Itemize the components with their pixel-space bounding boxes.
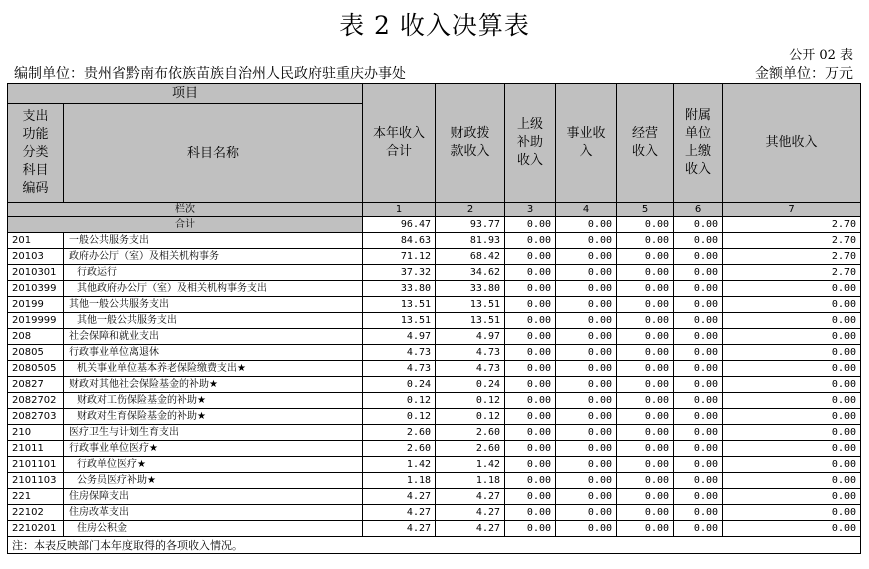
row-value: 0.00 bbox=[617, 521, 674, 537]
header-col-affiliated-text: 附属 单位 上缴 收入 bbox=[685, 108, 712, 177]
row-value: 0.00 bbox=[617, 377, 674, 393]
row-value: 84.63 bbox=[363, 233, 436, 249]
row-code: 2080505 bbox=[8, 361, 64, 377]
row-value: 0.00 bbox=[674, 313, 723, 329]
table-row bbox=[8, 409, 861, 425]
total-value: 93.77 bbox=[436, 217, 505, 233]
row-value: 4.73 bbox=[363, 345, 436, 361]
header-col-fiscal bbox=[436, 84, 505, 203]
row-value: 0.00 bbox=[556, 473, 617, 489]
row-value: 0.00 bbox=[674, 345, 723, 361]
table-row bbox=[8, 393, 861, 409]
row-value: 0.00 bbox=[556, 409, 617, 425]
row-value: 0.00 bbox=[505, 313, 556, 329]
row-value: 13.51 bbox=[436, 297, 505, 313]
header-col-other bbox=[723, 84, 861, 203]
header-col-operating-text: 经营 收入 bbox=[632, 126, 659, 159]
column-number-row bbox=[8, 203, 861, 217]
row-code: 2010301 bbox=[8, 265, 64, 281]
row-value: 33.80 bbox=[363, 281, 436, 297]
row-value: 4.73 bbox=[436, 345, 505, 361]
header-xiangmu: 项目 bbox=[8, 84, 363, 104]
page-title: 表 2 收入决算表 bbox=[339, 11, 530, 40]
row-value: 37.32 bbox=[363, 265, 436, 281]
row-value: 0.00 bbox=[674, 361, 723, 377]
header-col-operating bbox=[617, 84, 674, 203]
org-unit-label: 编制单位：贵州省黔南布依族苗族自治州人民政府驻重庆办事处 bbox=[14, 66, 406, 82]
row-value: 2.60 bbox=[436, 441, 505, 457]
table-row bbox=[8, 233, 861, 249]
row-value: 13.51 bbox=[363, 297, 436, 313]
row-value: 0.00 bbox=[505, 377, 556, 393]
row-value: 0.00 bbox=[505, 361, 556, 377]
table-note: 注：本表反映部门本年度取得的各项收入情况。 bbox=[8, 537, 861, 554]
header-col-fiscal-text: 财政拨 款收入 bbox=[450, 126, 490, 159]
row-value: 0.00 bbox=[505, 473, 556, 489]
table-row bbox=[8, 361, 861, 377]
row-name: 行政事业单位离退休 bbox=[64, 345, 363, 361]
row-value: 0.00 bbox=[505, 441, 556, 457]
row-value: 0.00 bbox=[505, 249, 556, 265]
column-number: 2 bbox=[436, 203, 505, 217]
row-value: 4.97 bbox=[363, 329, 436, 345]
row-value: 0.00 bbox=[617, 329, 674, 345]
row-name: 社会保障和就业支出 bbox=[64, 329, 363, 345]
row-name: 公务员医疗补助★ bbox=[64, 473, 363, 489]
row-value: 0.00 bbox=[505, 345, 556, 361]
row-value: 4.97 bbox=[436, 329, 505, 345]
total-value: 96.47 bbox=[363, 217, 436, 233]
row-value: 1.42 bbox=[436, 457, 505, 473]
row-name: 住房改革支出 bbox=[64, 505, 363, 521]
header-col-business bbox=[556, 84, 617, 203]
header-name-col: 科目名称 bbox=[64, 104, 363, 203]
row-value: 0.00 bbox=[723, 489, 861, 505]
row-value: 0.00 bbox=[674, 441, 723, 457]
row-value: 0.00 bbox=[617, 393, 674, 409]
row-value: 0.00 bbox=[723, 409, 861, 425]
row-value: 0.00 bbox=[723, 281, 861, 297]
row-code: 221 bbox=[8, 489, 64, 505]
row-value: 0.00 bbox=[556, 233, 617, 249]
row-name: 行政事业单位医疗★ bbox=[64, 441, 363, 457]
row-code: 22102 bbox=[8, 505, 64, 521]
row-name: 行政运行 bbox=[64, 265, 363, 281]
table-row bbox=[8, 505, 861, 521]
row-value: 0.00 bbox=[617, 441, 674, 457]
row-value: 0.12 bbox=[436, 409, 505, 425]
row-value: 0.00 bbox=[556, 441, 617, 457]
row-name: 其他一般公共服务支出 bbox=[64, 297, 363, 313]
unit-line bbox=[14, 63, 853, 81]
row-value: 0.12 bbox=[363, 409, 436, 425]
row-name: 住房保障支出 bbox=[64, 489, 363, 505]
row-code: 2101103 bbox=[8, 473, 64, 489]
row-value: 0.00 bbox=[556, 505, 617, 521]
table-row bbox=[8, 457, 861, 473]
row-value: 4.27 bbox=[436, 521, 505, 537]
row-value: 0.00 bbox=[674, 249, 723, 265]
row-value: 4.73 bbox=[363, 361, 436, 377]
row-value: 0.00 bbox=[723, 361, 861, 377]
note-row bbox=[8, 537, 861, 554]
row-value: 0.00 bbox=[505, 425, 556, 441]
header-col-superior-text: 上级 补助 收入 bbox=[517, 117, 544, 168]
header-code-col-text: 支出 功能 分类 科目 编码 bbox=[22, 109, 49, 196]
row-value: 1.18 bbox=[436, 473, 505, 489]
header-col-affiliated bbox=[674, 84, 723, 203]
row-value: 0.00 bbox=[505, 297, 556, 313]
row-code: 2019999 bbox=[8, 313, 64, 329]
row-value: 0.00 bbox=[674, 521, 723, 537]
row-value: 0.00 bbox=[617, 457, 674, 473]
row-value: 33.80 bbox=[436, 281, 505, 297]
column-number: 6 bbox=[674, 203, 723, 217]
row-value: 0.00 bbox=[674, 233, 723, 249]
row-value: 0.00 bbox=[505, 393, 556, 409]
total-value: 2.70 bbox=[723, 217, 861, 233]
row-value: 2.70 bbox=[723, 249, 861, 265]
table-row bbox=[8, 473, 861, 489]
row-value: 68.42 bbox=[436, 249, 505, 265]
row-name: 财政对其他社会保险基金的补助★ bbox=[64, 377, 363, 393]
row-value: 0.00 bbox=[617, 361, 674, 377]
row-name: 财政对生育保险基金的补助★ bbox=[64, 409, 363, 425]
lanci-label: 栏次 bbox=[8, 203, 363, 217]
row-value: 0.00 bbox=[723, 457, 861, 473]
column-number: 1 bbox=[363, 203, 436, 217]
row-value: 4.27 bbox=[436, 505, 505, 521]
row-value: 0.00 bbox=[617, 265, 674, 281]
row-value: 0.00 bbox=[556, 297, 617, 313]
row-value: 2.70 bbox=[723, 233, 861, 249]
row-value: 0.00 bbox=[723, 521, 861, 537]
row-value: 0.00 bbox=[723, 345, 861, 361]
row-value: 2.60 bbox=[363, 441, 436, 457]
row-value: 0.00 bbox=[556, 457, 617, 473]
row-value: 0.00 bbox=[505, 521, 556, 537]
row-value: 0.00 bbox=[617, 409, 674, 425]
column-number: 3 bbox=[505, 203, 556, 217]
row-value: 0.00 bbox=[505, 409, 556, 425]
table-row bbox=[8, 297, 861, 313]
column-number: 5 bbox=[617, 203, 674, 217]
row-value: 0.12 bbox=[436, 393, 505, 409]
row-value: 0.00 bbox=[674, 489, 723, 505]
row-value: 0.00 bbox=[505, 265, 556, 281]
row-value: 0.00 bbox=[556, 249, 617, 265]
row-value: 0.00 bbox=[617, 425, 674, 441]
table-row bbox=[8, 489, 861, 505]
row-code: 2210201 bbox=[8, 521, 64, 537]
row-value: 0.00 bbox=[723, 377, 861, 393]
row-value: 0.00 bbox=[617, 473, 674, 489]
table-row bbox=[8, 345, 861, 361]
row-name: 住房公积金 bbox=[64, 521, 363, 537]
row-value: 0.00 bbox=[723, 505, 861, 521]
row-name: 行政单位医疗★ bbox=[64, 457, 363, 473]
table-row bbox=[8, 329, 861, 345]
row-value: 2.70 bbox=[723, 265, 861, 281]
row-value: 4.27 bbox=[436, 489, 505, 505]
row-value: 2.60 bbox=[436, 425, 505, 441]
header-col-other-text: 其他收入 bbox=[765, 135, 818, 150]
row-value: 0.00 bbox=[674, 457, 723, 473]
row-value: 0.00 bbox=[505, 233, 556, 249]
row-value: 0.00 bbox=[723, 329, 861, 345]
row-value: 0.00 bbox=[674, 409, 723, 425]
row-name: 财政对工伤保险基金的补助★ bbox=[64, 393, 363, 409]
row-name: 一般公共服务支出 bbox=[64, 233, 363, 249]
row-value: 2.60 bbox=[363, 425, 436, 441]
row-value: 0.00 bbox=[723, 441, 861, 457]
row-value: 0.00 bbox=[505, 329, 556, 345]
table-row bbox=[8, 377, 861, 393]
row-value: 81.93 bbox=[436, 233, 505, 249]
row-code: 2082702 bbox=[8, 393, 64, 409]
row-name: 机关事业单位基本养老保险缴费支出★ bbox=[64, 361, 363, 377]
header-col-total-text: 本年收入 合计 bbox=[373, 126, 426, 159]
row-code: 21011 bbox=[8, 441, 64, 457]
total-row bbox=[8, 217, 861, 233]
column-number: 4 bbox=[556, 203, 617, 217]
row-code: 20199 bbox=[8, 297, 64, 313]
row-value: 0.00 bbox=[556, 313, 617, 329]
row-name: 政府办公厅（室）及相关机构事务 bbox=[64, 249, 363, 265]
income-budget-table bbox=[7, 83, 861, 554]
total-value: 0.00 bbox=[617, 217, 674, 233]
row-value: 0.00 bbox=[617, 505, 674, 521]
row-value: 71.12 bbox=[363, 249, 436, 265]
row-value: 0.00 bbox=[617, 281, 674, 297]
row-value: 0.24 bbox=[363, 377, 436, 393]
row-value: 0.00 bbox=[556, 377, 617, 393]
table-row bbox=[8, 441, 861, 457]
row-value: 0.00 bbox=[617, 345, 674, 361]
table-row bbox=[8, 249, 861, 265]
table-row bbox=[8, 425, 861, 441]
row-value: 0.00 bbox=[674, 265, 723, 281]
row-value: 4.73 bbox=[436, 361, 505, 377]
table-code: 公开 02 表 bbox=[789, 48, 853, 63]
row-value: 34.62 bbox=[436, 265, 505, 281]
row-value: 0.00 bbox=[556, 489, 617, 505]
total-value: 0.00 bbox=[556, 217, 617, 233]
row-value: 0.12 bbox=[363, 393, 436, 409]
total-value: 0.00 bbox=[674, 217, 723, 233]
row-value: 0.00 bbox=[674, 377, 723, 393]
table-row bbox=[8, 313, 861, 329]
column-number: 7 bbox=[723, 203, 861, 217]
row-value: 0.00 bbox=[556, 425, 617, 441]
row-code: 2101101 bbox=[8, 457, 64, 473]
row-name: 医疗卫生与计划生育支出 bbox=[64, 425, 363, 441]
row-code: 2082703 bbox=[8, 409, 64, 425]
row-value: 0.00 bbox=[556, 281, 617, 297]
row-value: 0.00 bbox=[617, 233, 674, 249]
row-value: 0.00 bbox=[674, 473, 723, 489]
row-value: 0.00 bbox=[674, 393, 723, 409]
row-code: 20827 bbox=[8, 377, 64, 393]
row-code: 2010399 bbox=[8, 281, 64, 297]
row-value: 0.24 bbox=[436, 377, 505, 393]
table-row bbox=[8, 521, 861, 537]
row-value: 0.00 bbox=[674, 329, 723, 345]
row-value: 0.00 bbox=[617, 313, 674, 329]
row-name: 其他政府办公厅（室）及相关机构事务支出 bbox=[64, 281, 363, 297]
row-value: 0.00 bbox=[617, 297, 674, 313]
row-value: 0.00 bbox=[505, 281, 556, 297]
row-value: 13.51 bbox=[436, 313, 505, 329]
table-row bbox=[8, 281, 861, 297]
amount-unit-label: 金额单位：万元 bbox=[755, 66, 853, 82]
row-value: 0.00 bbox=[505, 457, 556, 473]
row-value: 0.00 bbox=[505, 489, 556, 505]
total-value: 0.00 bbox=[505, 217, 556, 233]
header-col-business-text: 事业收 入 bbox=[566, 126, 606, 159]
row-value: 0.00 bbox=[723, 425, 861, 441]
row-value: 0.00 bbox=[674, 505, 723, 521]
row-value: 1.18 bbox=[363, 473, 436, 489]
row-value: 0.00 bbox=[617, 249, 674, 265]
row-value: 0.00 bbox=[674, 425, 723, 441]
row-value: 1.42 bbox=[363, 457, 436, 473]
row-value: 0.00 bbox=[505, 505, 556, 521]
row-code: 201 bbox=[8, 233, 64, 249]
row-name: 其他一般公共服务支出 bbox=[64, 313, 363, 329]
row-code: 20805 bbox=[8, 345, 64, 361]
row-value: 0.00 bbox=[674, 281, 723, 297]
header-col-superior bbox=[505, 84, 556, 203]
row-value: 0.00 bbox=[556, 361, 617, 377]
row-value: 0.00 bbox=[556, 345, 617, 361]
row-value: 0.00 bbox=[723, 297, 861, 313]
row-value: 0.00 bbox=[556, 521, 617, 537]
table-row bbox=[8, 265, 861, 281]
row-value: 4.27 bbox=[363, 489, 436, 505]
row-code: 210 bbox=[8, 425, 64, 441]
total-label: 合计 bbox=[8, 217, 363, 233]
row-value: 0.00 bbox=[723, 313, 861, 329]
row-value: 0.00 bbox=[617, 489, 674, 505]
row-value: 4.27 bbox=[363, 505, 436, 521]
row-code: 20103 bbox=[8, 249, 64, 265]
header-code-col bbox=[8, 104, 64, 203]
row-value: 0.00 bbox=[556, 329, 617, 345]
row-value: 0.00 bbox=[674, 297, 723, 313]
row-code: 208 bbox=[8, 329, 64, 345]
row-value: 0.00 bbox=[723, 393, 861, 409]
row-value: 0.00 bbox=[723, 473, 861, 489]
row-value: 13.51 bbox=[363, 313, 436, 329]
header-col-total bbox=[363, 84, 436, 203]
row-value: 0.00 bbox=[556, 393, 617, 409]
row-value: 4.27 bbox=[363, 521, 436, 537]
row-value: 0.00 bbox=[556, 265, 617, 281]
